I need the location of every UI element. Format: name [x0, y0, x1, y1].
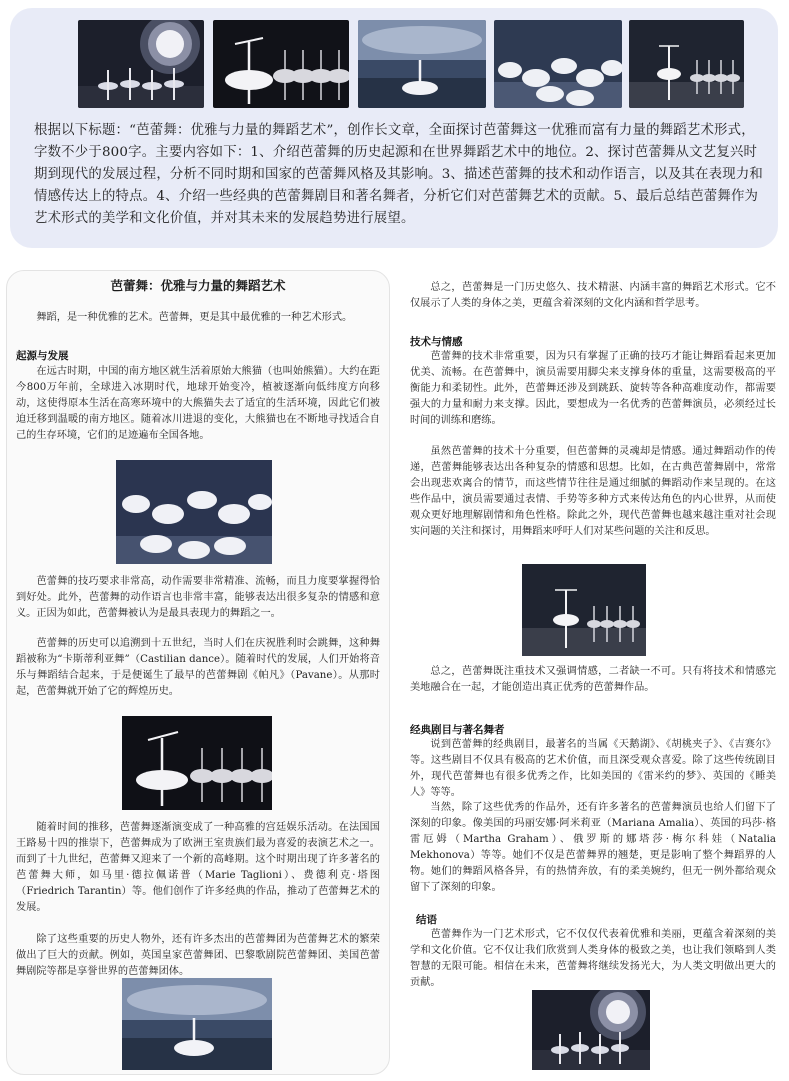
ballet-thumbnail-2[interactable] [213, 20, 349, 108]
ballet-thumbnail-strip [78, 20, 718, 108]
ballet-thumbnail-5[interactable] [629, 20, 744, 108]
article-image-spiral [532, 990, 650, 1070]
prompt-panel [10, 8, 778, 248]
court-paragraph: 随着时间的推移，芭蕾舞逐渐演变成了一种高雅的宫廷娱乐活动。在法国国王路易十四的推崇下，芭蕾舞成为了欧洲王室贵族们最为喜爱的表演艺术之一。而到了十九世纪，芭蕾舞又迎来了一个新的高峰期。这个时期出现了许多著名的芭蕾舞大师，如马里·德拉佩诺普（Marie Taglioni）、费德利克·塔图（Friedrich Tarantin）等。他们创作了许多经典的作品，推动了芭蕾舞艺术的发展。 [16, 822, 380, 913]
heading-origin: 起源与发展 [16, 350, 69, 362]
works-paragraph-1: 说到芭蕾舞的经典剧目，最著名的当属《天鹅湖》、《胡桃夹子》、《吉赛尔》等。这些剧目不仅具有极高的艺术价值，而且深受观众喜爱。除了这些传统剧目外，现代芭蕾舞也有很多优秀之作，比如美国的《雷米约的梦》、英国的《睡美人》等等。 [410, 739, 776, 798]
article-title: 芭蕾舞：优雅与力量的舞蹈艺术 [110, 278, 286, 293]
article-image-soloist [522, 564, 646, 656]
article-image-swan [122, 978, 272, 1070]
intro-paragraph: 舞蹈，是一种优雅的艺术。芭蕾舞，更是其中最优雅的一种艺术形式。 [36, 312, 353, 323]
heading-works: 经典剧目与著名舞者 [410, 724, 505, 736]
ballet-thumbnail-4[interactable] [494, 20, 622, 108]
article-image-corps [116, 460, 272, 564]
conclusion-paragraph: 芭蕾舞作为一门艺术形式，它不仅仅代表着优雅和美丽，更蕴含着深刻的美学和文化价值。它不仅让我们欣赏到人类身体的极致之美，也让我们领略到人类智慧的无限可能。相信在未来，芭蕾舞将继续发扬光大，为人类文明做出更大的贡献。 [410, 929, 776, 988]
skill-paragraph: 芭蕾舞的技巧要求非常高，动作需要非常精准、流畅，而且力度要掌握得恰到好处。此外，芭蕾舞的动作语言也非常丰富，能够表达出很多复杂的情感和意义。正因为如此，芭蕾舞被认为是最具表现力的舞蹈之一。 [16, 576, 380, 619]
history-paragraph: 芭蕾舞的历史可以追溯到十五世纪，当时人们在庆祝胜利时会跳舞，这种舞蹈被称为“卡斯蒂利亚舞”（Castilian dance）。随着时代的发展，人们开始将音乐与舞蹈结合起来，于是便诞生了最早的芭蕾舞剧《帕凡》（Pavane）。从那时起，芭蕾舞就开始了它的辉煌历史。 [16, 638, 380, 697]
technique-paragraph-1: 芭蕾舞的技术非常重要，因为只有掌握了正确的技巧才能让舞蹈看起来更加优美、流畅。在芭蕾舞中，演员需要用脚尖来支撑身体的重量，这需要极高的平衡能力和柔韧性。此外，芭蕾舞还涉及到跳跃、旋转等各种高难度动作，都需要强大的力量和耐力来支撑。因此，要想成为一名优秀的芭蕾舞演员，必须经过长时间的训练和磨练。 [410, 351, 776, 426]
heading-technique: 技术与情感 [410, 336, 463, 348]
heading-conclusion: 结语 [416, 914, 437, 926]
prompt-text: 根据以下标题：“芭蕾舞：优雅与力量的舞蹈艺术”，创作长文章，全面探讨芭蕾舞这一优雅而富有力量的舞蹈艺术形式，字数不少于800字。主要内容如下：1、介绍芭蕾舞的历史起源和在世界舞蹈艺术中的地位。2、探讨芭蕾舞从文艺复兴时期到现代的发展过程，分析不同时期和国家的芭蕾舞风格及其影响。3、描述芭蕾舞的技术和动作语言，以及其在表现力和情感传达上的特点。4、介绍一些经典的芭蕾舞剧目和著名舞者，分析它们对芭蕾舞艺术的贡献。5、最后总结芭蕾舞作为艺术形式的美学和文化价值，并对其未来的发展趋势进行展望。 [34, 123, 764, 226]
troupes-paragraph: 除了这些重要的历史人物外，还有许多杰出的芭蕾舞团为芭蕾舞艺术的繁荣做出了巨大的贡献。例如，英国皇家芭蕾舞团、巴黎歌剧院芭蕾舞团、美国芭蕾舞剧院等都是享誉世界的芭蕾舞团体。 [16, 934, 380, 977]
works-paragraph-2: 当然，除了这些优秀的作品外，还有许多著名的芭蕾舞演员也给人们留下了深刻的印象。像美国的玛丽安娜·阿米莉亚（Mariana Amalia）、英国的玛莎·格雷厄姆（Martha Graham）、俄罗斯的娜塔莎·梅尔科娃（Natalia Mekhonova）等等。她们不仅是芭蕾舞界的翘楚，更是影响了整个舞蹈界的人物。她们的舞蹈风格各异，有的热情奔放，有的柔美婉约，但无一例外都给观众留下了深刻的印象。 [410, 802, 776, 893]
article-image-line-of-dancers [122, 716, 272, 810]
origin-paragraph: 在远古时期，中国的南方地区就生活着原始大熊猫（也叫始熊猫）。大约在距今800万年前，全球进入冰期时代，地球开始变冷，植被逐渐向低纬度方向移动，这使得原本生活在高寒环境中的大熊猫失去了适宜的生活环境，因此它们被迫迁移到温暖的南方地区。随着冰川进退的变化，大熊猫也在不断地寻找适合自己的生存环境，它们的足迹遍布全国各地。 [16, 366, 380, 441]
technique-paragraph-2: 虽然芭蕾舞的技术十分重要，但芭蕾舞的灵魂却是情感。通过舞蹈动作的传递，芭蕾舞能够表达出各种复杂的情感和思想。比如，在古典芭蕾舞剧中，常常会出现悲欢离合的情节，而这些情节往往是通过细腻的舞蹈动作来呈现的。在这些作品中，演员需要通过表情、手势等多种方式来传达角色的内心世界，从而使观众更好地理解剧情和角色性格。除此之外，现代芭蕾舞也越来越注重对社会现实问题的关注和探讨，用舞蹈来呼吁人们对某些问题的关注和反思。 [410, 446, 776, 537]
summary-paragraph-1: 总之，芭蕾舞是一门历史悠久、技术精湛、内涵丰富的舞蹈艺术形式。它不仅展示了人类的身体之美，更蕴含着深刻的文化内涵和哲学思考。 [410, 282, 776, 309]
ballet-thumbnail-3[interactable] [358, 20, 486, 108]
summary-paragraph-2: 总之，芭蕾舞既注重技术又强调情感，二者缺一不可。只有将技术和情感完美地融合在一起，才能创造出真正优秀的芭蕾舞作品。 [410, 666, 776, 693]
ballet-thumbnail-1[interactable] [78, 20, 204, 108]
